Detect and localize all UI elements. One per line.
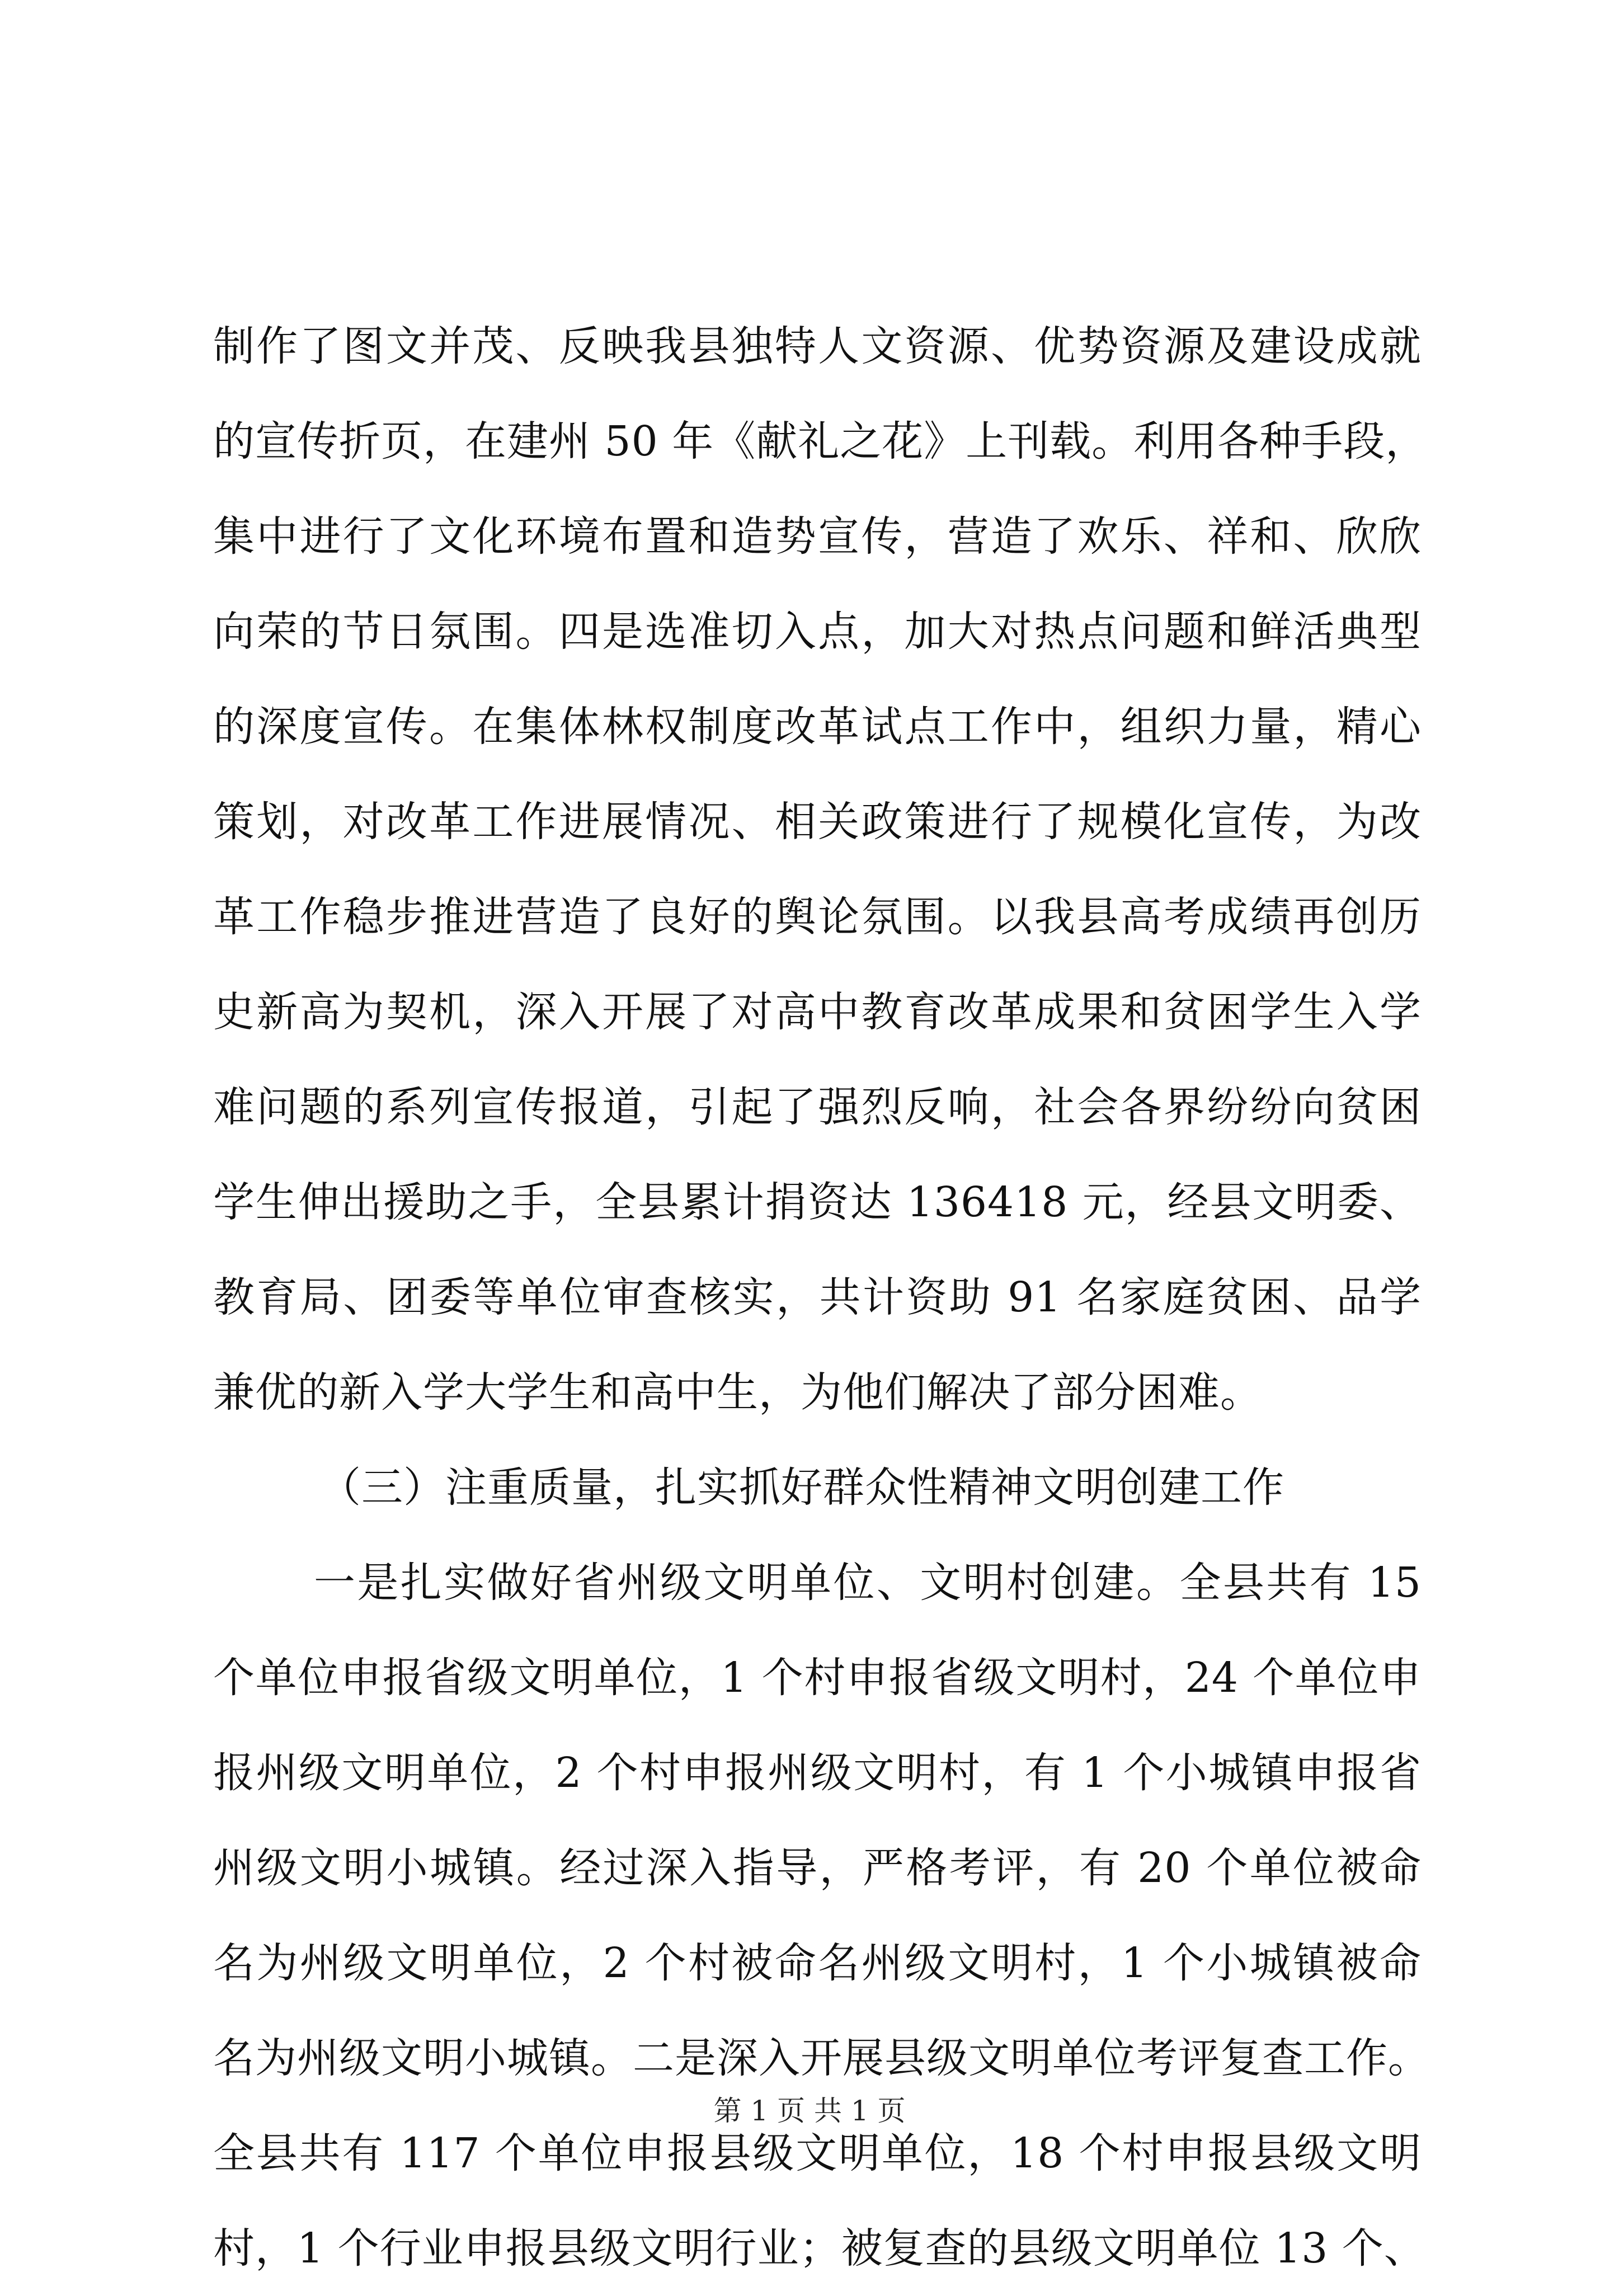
document-body xyxy=(213,299,1430,2296)
page-footer: 第 1 页 共 1 页 xyxy=(713,2095,906,2127)
paragraph-line: 村，1 个行业申报县级文明行业；被复查的县级文明单位 13 个、 xyxy=(213,2224,1426,2273)
paragraph-line: 州级文明小城镇。经过深入指导，严格考评，有 20 个单位被命 xyxy=(213,1844,1422,1892)
paragraph-line: 集中进行了文化环境布置和造势宣传，营造了欢乐、祥和、欣欣 xyxy=(213,512,1422,561)
paragraph-line: 难问题的系列宣传报道，引起了强烈反响，社会各界纷纷向贫困 xyxy=(213,1083,1422,1131)
paragraph-line: 全县共有 117 个单位申报县级文明单位，18 个村申报县级文明 xyxy=(213,2129,1422,2177)
paragraph-line: 一是扎实做好省州级文明单位、文明村创建。全县共有 15 xyxy=(314,1559,1422,1607)
paragraph-line: 策划，对改革工作进展情况、相关政策进行了规模化宣传，为改 xyxy=(213,798,1422,846)
paragraph-line: 的宣传折页，在建州 50 年《献礼之花》上刊载。利用各种手段， xyxy=(213,417,1428,465)
paragraph-line: 向荣的节日氛围。四是选准切入点，加大对热点问题和鲜活典型 xyxy=(213,608,1422,656)
paragraph-line: 兼优的新入学大学生和高中生，为他们解决了部分困难。 xyxy=(213,1368,1262,1417)
paragraph-line: 名为州级文明小城镇。二是深入开展县级文明单位考评复查工作。 xyxy=(213,2034,1430,2082)
paragraph-line: 报州级文明单位，2 个村申报州级文明村，有 1 个小城镇申报省 xyxy=(213,1749,1422,1797)
paragraph-line: 的深度宣传。在集体林权制度改革试点工作中，组织力量，精心 xyxy=(213,703,1422,751)
paragraph-line: 个单位申报省级文明单位，1 个村申报省级文明村，24 个单位申 xyxy=(213,1654,1422,1702)
paragraph-line: 制作了图文并茂、反映我县独特人文资源、优势资源及建设成就 xyxy=(213,322,1422,370)
paragraph-line: 史新高为契机，深入开展了对高中教育改革成果和贫困学生入学 xyxy=(213,988,1422,1036)
paragraph-line: 教育局、团委等单位审查核实，共计资助 91 名家庭贫困、品学 xyxy=(213,1273,1422,1321)
section-heading: （三）注重质量，扎实抓好群众性精神文明创建工作 xyxy=(319,1464,1284,1512)
paragraph-line: 学生伸出援助之手，全县累计捐资达 136418 元，经县文明委、 xyxy=(213,1178,1422,1226)
paragraph-line: 名为州级文明单位，2 个村被命名州级文明村，1 个小城镇被命 xyxy=(213,1939,1422,1987)
paragraph-line: 革工作稳步推进营造了良好的舆论氛围。以我县高考成绩再创历 xyxy=(213,893,1422,941)
